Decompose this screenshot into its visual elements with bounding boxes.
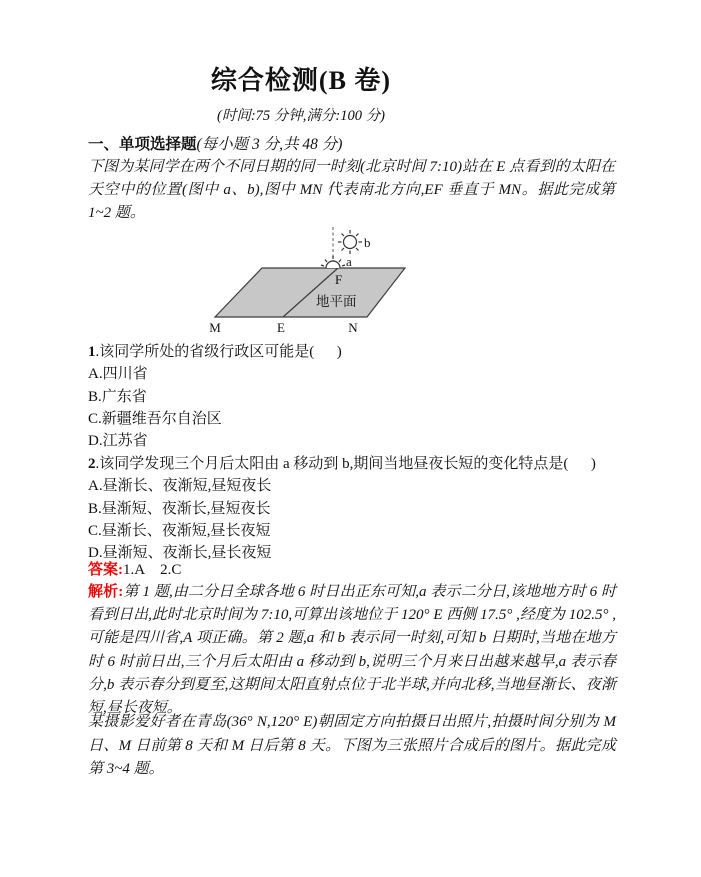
- sun-b-icon: [338, 230, 362, 254]
- question-2-option-d: D.昼渐短、夜渐长,昼长夜短: [88, 545, 272, 562]
- question-2-stem: [88, 453, 596, 475]
- label-n: N: [348, 320, 358, 335]
- section-title: 一、单项选择题: [88, 136, 197, 153]
- question-1-number: 1: [88, 344, 96, 360]
- question-2-option-c: C.昼渐长、夜渐短,昼长夜短: [88, 522, 271, 539]
- analysis-text: 第 1 题,由二分日全球各地 6 时日出正东可知,a 表示二分日,该地地方时 6 时看到日出,此时北京时间为 7:10,可算出该地位于 120° E 西侧 17.5° ,经度为 102.5° ,可能是四川省,A 项正确。第 2 题,a 和 b 表示同一时刻,可知 b 日期时,当地在地方时 6 时前日出,三个月后太阳由 a 移动到 b,说明三个月来日出越来越早,a 表示春分,b 表示春分到夏至,这期间太阳直射点位于北半球,并向北移,当地昼渐长、夜渐短,昼长夜短。: [88, 584, 616, 717]
- analysis-paragraph: [88, 581, 616, 720]
- question-1-option-a: A.四川省: [88, 366, 148, 383]
- answer-label: 答案:: [88, 562, 123, 578]
- page-title: 综合检测(B 卷): [210, 66, 392, 95]
- label-m: M: [209, 320, 221, 335]
- question-1-option-c: C.新疆维吾尔自治区: [88, 410, 222, 427]
- label-a: a: [346, 254, 352, 269]
- label-f: F: [335, 272, 343, 287]
- question-1-option-b: B.广东省: [88, 388, 147, 405]
- question-2: [88, 453, 596, 564]
- section-note: (每小题 3 分,共 48 分): [196, 136, 343, 153]
- question-1-stem: [88, 341, 342, 363]
- intro-paragraph-1: 下图为某同学在两个不同日期的同一时刻(北京时间 7:10)站在 E 点看到的太阳在天空中的位置(图中 a、b),图中 MN 代表南北方向,EF 垂直于 MN。据此完成第 1~2 题。: [88, 159, 615, 221]
- sun-a-icon: [321, 256, 345, 268]
- question-2-number: 2: [88, 456, 96, 472]
- question-1-option-d: D.江苏省: [88, 433, 148, 450]
- answer-line: [88, 559, 181, 581]
- intro-paragraph-2: 某摄影爱好者在青岛(36° N,120° E)朝固定方向拍摄日出照片,拍摄时间分别为 M 日、M 日前第 8 天和 M 日后第 8 天。下图为三张照片合成后的图片。据此完成第 3~4 题。: [88, 714, 616, 777]
- answer-value: 1.A 2.C: [123, 562, 182, 578]
- label-ground-plane: 地平面: [316, 294, 357, 309]
- question-2-option-b: B.昼渐短、夜渐长,昼短夜长: [88, 500, 271, 517]
- question-1-text: .该同学所处的省级行政区可能是( ): [95, 344, 342, 360]
- question-1: [88, 341, 342, 452]
- label-e: E: [277, 320, 285, 335]
- title-block: [85, 64, 517, 126]
- question-2-option-a: A.昼渐长、夜渐短,昼短夜长: [88, 478, 272, 495]
- label-b: b: [364, 235, 371, 250]
- exam-info: (时间:75 分钟,满分:100 分): [217, 108, 385, 124]
- analysis-label: 解析:: [88, 584, 124, 600]
- question-2-text: .该同学发现三个月后太阳由 a 移动到 b,期间当地昼夜长短的变化特点是( ): [95, 456, 596, 472]
- section-heading: [88, 134, 342, 156]
- sun-position-figure: [178, 222, 422, 340]
